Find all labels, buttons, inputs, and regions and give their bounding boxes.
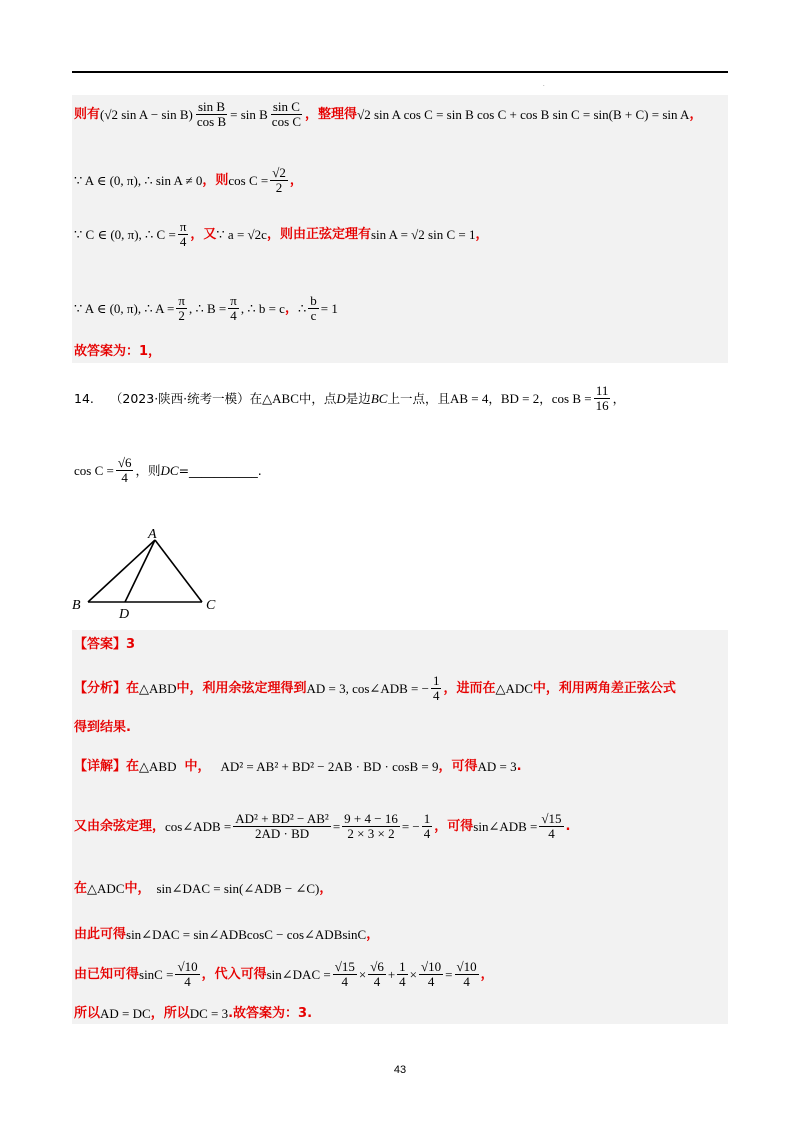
fraction: $\frac{1}{4}$ [399, 959, 406, 989]
fraction: $\frac{√10}{4}$ [456, 959, 477, 989]
fraction: $\frac{1}{4}$ [432, 673, 440, 703]
fraction: $\frac{\pi}{2}$ [178, 293, 185, 323]
solution-line-1: 则有 (√2 sin A − sin B) $\frac{\text{sin B}}{\text{cos B}}$ = sin B $\frac{\text{sin C}}{\text{cos C}}$ ，整理得 √2 sin A cos C = sin B cos C + cos B sin C = sin(B + C) = sin A ， [74, 99, 703, 129]
header-rule [72, 71, 728, 73]
edge-ab [88, 540, 155, 602]
fraction: $\frac{\text{sin B}}{\text{cos B}}$ [196, 99, 227, 129]
question-line-2: cos C = $\frac{√6}{4}$ ，则 DC =___________. [74, 455, 262, 485]
page-number: 43 [393, 1064, 407, 1076]
label-c: C [206, 598, 216, 613]
fraction: $\frac{√6}{4}$ [117, 455, 132, 485]
fraction: $\frac{√15}{4}$ [334, 959, 355, 989]
fraction: $\frac{\text{AD² + BD² − AB²}}{2AD \cdot BD}$ [235, 811, 329, 841]
detail-line-1: 【详解】在 △ABD 中， AD² = AB² + BD² − 2AB · BD · cosB = 9 ，可得 AD = 3 . [74, 759, 522, 774]
header-mark: . [543, 82, 545, 88]
conclusion-line: 所以 AD = DC ，所以 DC = 3 .故答案为：3. [74, 1006, 313, 1021]
fraction: $\frac{√10}{4}$ [421, 959, 442, 989]
fraction: $\frac{1}{4}$ [423, 811, 431, 841]
label-b: B [72, 598, 81, 613]
fraction: $\frac{\text{sin C}}{\text{cos C}}$ [271, 99, 302, 129]
solution-line-2: ∵ A ∈ (0, π), ∴ sin A ≠ 0 ，则 cos C = $\frac{√2}{2}$ ， [74, 165, 303, 195]
triangle-figure [60, 522, 230, 622]
answer-line: 【答案】3 [74, 637, 136, 652]
fraction: $\frac{b}{c}$ [310, 293, 317, 323]
fraction: $\frac{√2}{2}$ [272, 165, 286, 195]
fraction: $\frac{√15}{4}$ [541, 811, 562, 841]
cosine-line: 又由余弦定理， cos∠ADB = $\frac{\text{AD² + BD² − AB²}}{2AD \cdot BD}$ = $\frac{9 + 4 - 16}{2 \times 3 \times 2}$ = − $\frac{1}{4}$ ，可得 sin∠ADB = $\frac{√15}{4}$ . [74, 811, 571, 841]
edge-ac [155, 540, 202, 602]
segment-ad [125, 540, 155, 602]
fraction: $\frac{√6}{4}$ [370, 959, 384, 989]
label-a: A [148, 527, 157, 542]
analysis-line-2: 得到结果. [74, 720, 131, 735]
adc-line: 在 △ADC 中， sin∠DAC = sin(∠ADB − ∠C) ， [74, 881, 333, 896]
solution-line-5: 故答案为：1， [74, 344, 162, 359]
solution-line-3: ∵ C ∈ (0, π), ∴ C = $\frac{\pi}{4}$ ，又 ∵ a = √2c ，则由正弦定理有 sin A = √2 sin C = 1 ， [74, 219, 489, 249]
fraction: $\frac{\pi}{4}$ [179, 219, 187, 249]
fraction: $\frac{11}{16}$ [595, 383, 609, 413]
question-line-1: 14. （2023·陕西·统考一模）在 △ABC 中，点 D 是边 BC 上一点，且 AB = 4 ， BD = 2 ， cos B = $\frac{11}{16}$ ， [74, 383, 626, 413]
solution-line-4: ∵ A ∈ (0, π), ∴ A = $\frac{\pi}{2}$ , ∴ B = $\frac{\pi}{4}$ , ∴ b = c ， ∴ $\frac{b}{c}$ = 1 [74, 293, 338, 323]
fraction: $\frac{√10}{4}$ [177, 959, 198, 989]
derive-line: 由此可得 sin∠DAC = sin∠ADBcosC − cos∠ADBsinC ， [74, 927, 380, 942]
fraction: $\frac{9 + 4 - 16}{2 \times 3 \times 2}$ [344, 811, 398, 841]
substitution-line: 由已知可得 sinC = $\frac{√10}{4}$ ，代入可得 sin∠DAC = $\frac{√15}{4}$ × $\frac{√6}{4}$ + $\frac{1}{4}$ × $\frac{√10}{4}$ = $\frac{√10}{4}$ ， [74, 959, 494, 989]
analysis-line-1: 【分析】在 △ABD 中，利用余弦定理得到 AD = 3, cos∠ADB = − $\frac{1}{4}$ ，进而在 △ADC 中，利用两角差正弦公式 [74, 673, 676, 703]
fraction: $\frac{\pi}{4}$ [230, 293, 237, 323]
label-d: D [119, 607, 130, 622]
